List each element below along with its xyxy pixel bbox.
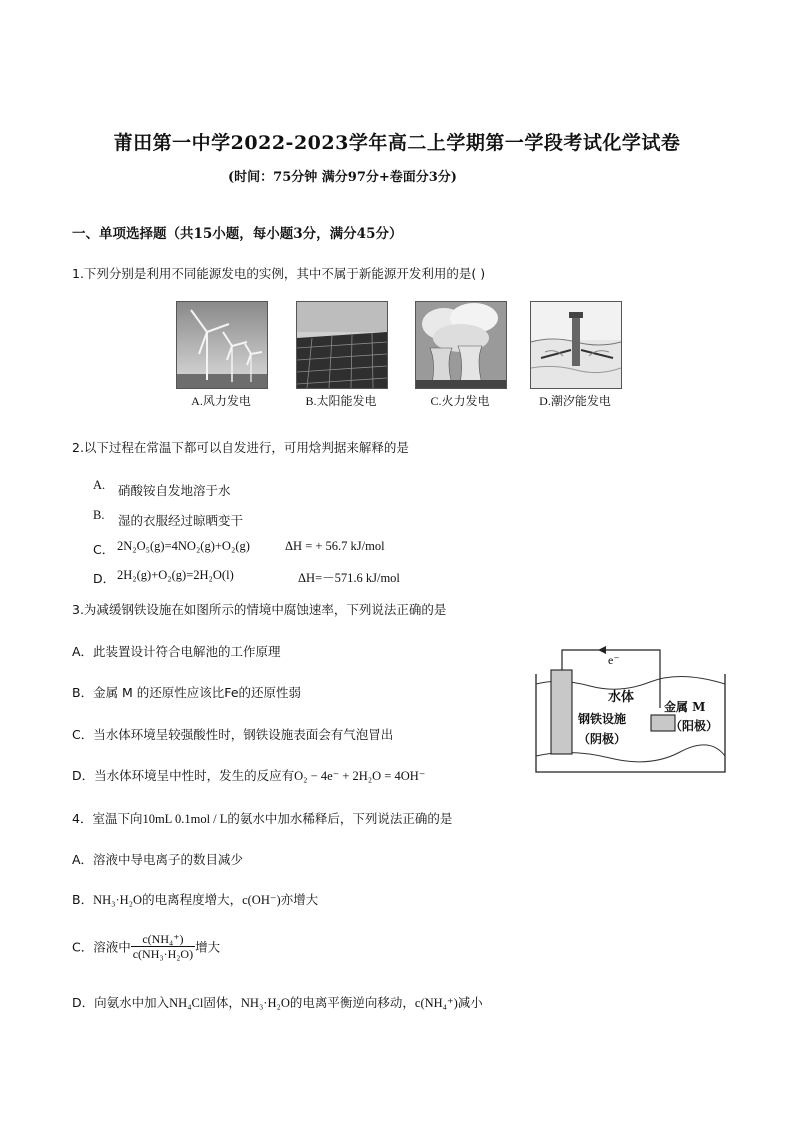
solar-panel-photo (296, 301, 388, 389)
q4-option-d-conc: c(NH₄⁺) (414, 996, 458, 1010)
q4-option-b-suffix: 亦增大 (280, 892, 319, 907)
q4-stem-suffix: 的氨水中加水稀释后，下列说法正确的是 (227, 811, 453, 826)
q4-stem-prefix: 4．室温下向 (72, 811, 143, 826)
q4-option-b-formula: NH₃·H₂O (93, 893, 143, 907)
q3-option-d-equation: O₂ − 4e⁻ + 2H₂O = 4OH⁻ (294, 769, 426, 783)
q3-option-a: A．此装置设计符合电解池的工作原理 (72, 644, 281, 659)
q4-option-b-label: B． (72, 892, 94, 907)
q4-option-d-suffix: 减小 (457, 995, 483, 1010)
question-2-stem: 2.以下过程在常温下都可以自发进行，可用焓判据来解释的是 (72, 440, 409, 455)
q2-option-d-label: D． (93, 571, 116, 586)
q4-option-c-label: C．溶液中 (72, 939, 131, 955)
q2-option-c-enthalpy: ΔH = + 56.7 kJ/mol (285, 539, 385, 553)
question-1-stem: 1.下列分别是利用不同能源发电的实例，其中不属于新能源开发利用的是( ) (72, 266, 486, 281)
q1-caption-b: B.太阳能发电 (305, 394, 377, 408)
q2-option-d-enthalpy: ΔH=－571.6 kJ/mol (298, 571, 400, 585)
q2-option-a: 硝酸铵自发地溶于水 (118, 483, 231, 498)
q3-option-d (72, 766, 425, 784)
cooling-tower-photo (415, 301, 507, 389)
steel-label: 钢铁设施 (578, 712, 627, 726)
q4-option-c-suffix: 增大 (195, 939, 221, 955)
q4-option-b-text: 的电离程度增大， (142, 892, 243, 907)
q4-option-d-formula: NH₃·H₂O (240, 996, 290, 1010)
fraction-numerator: c(NH₄⁺) (131, 932, 195, 947)
q2-option-b-label: B. (93, 508, 105, 522)
corrosion-diagram (530, 644, 730, 776)
q4-option-c (72, 932, 220, 961)
q1-caption-d: D.潮汐能发电 (539, 394, 611, 408)
section-heading: 一、单项选择题（共15小题，每小题3分，满分45分） (72, 226, 403, 242)
q4-option-a: A．溶液中导电离子的数目减少 (72, 852, 244, 867)
q2-option-c-equation: 2N₂O₅(g)=4NO₂(g)+O₂(g) (117, 539, 250, 553)
q1-caption-c: C.火力发电 (430, 394, 490, 408)
exam-info: (时间：75分钟 满分97分+卷面分3分) (228, 170, 457, 185)
q4-option-d-salt: NH₄Cl (169, 996, 204, 1010)
q2-option-c-label: C． (93, 542, 115, 557)
q4-option-b-conc: c(OH⁻) (242, 893, 281, 907)
q4-option-d (72, 993, 483, 1011)
q3-option-c: C．当水体环境呈较强酸性时，钢铁设施表面会有气泡冒出 (72, 727, 394, 742)
q4-option-d-label: D．向氨水中加入 (72, 995, 170, 1010)
electron-label: e⁻ (608, 653, 620, 667)
metal-anode-label: （阳极） (670, 719, 719, 733)
question-4-stem (72, 809, 452, 827)
page-title: 莆田第一中学2022-2023学年高二上学期第一学段考试化学试卷 (113, 132, 681, 154)
q4-option-b (72, 890, 318, 908)
wind-turbine-photo (176, 301, 268, 389)
question-3-stem: 3.为减缓钢铁设施在如图所示的情境中腐蚀速率，下列说法正确的是 (72, 602, 447, 617)
q4-option-c-fraction (131, 932, 195, 961)
steel-cathode-label: （阴极） (578, 732, 627, 746)
q3-option-d-text: D．当水体环境呈中性时，发生的反应有 (72, 768, 295, 783)
q2-option-a-label: A. (93, 478, 106, 492)
q4-option-d-text2: 的电离平衡逆向移动， (289, 995, 415, 1010)
q1-caption-a: A.风力发电 (191, 394, 251, 408)
q2-option-b: 湿的衣服经过晾晒变干 (118, 513, 244, 528)
q4-concentration: 10mL 0.1mol / L (142, 812, 228, 826)
metal-m-label: 金属 M (664, 700, 706, 714)
tidal-generator-photo (530, 301, 622, 389)
q4-option-d-text: 固体， (203, 995, 241, 1010)
water-label: 水体 (608, 690, 635, 705)
q3-option-b: B．金属 M 的还原性应该比Fe的还原性弱 (72, 685, 302, 700)
fraction-denominator: c(NH₃·H₂O) (132, 947, 194, 961)
q2-option-d-equation: 2H₂(g)+O₂(g)=2H₂O(l) (117, 568, 234, 582)
